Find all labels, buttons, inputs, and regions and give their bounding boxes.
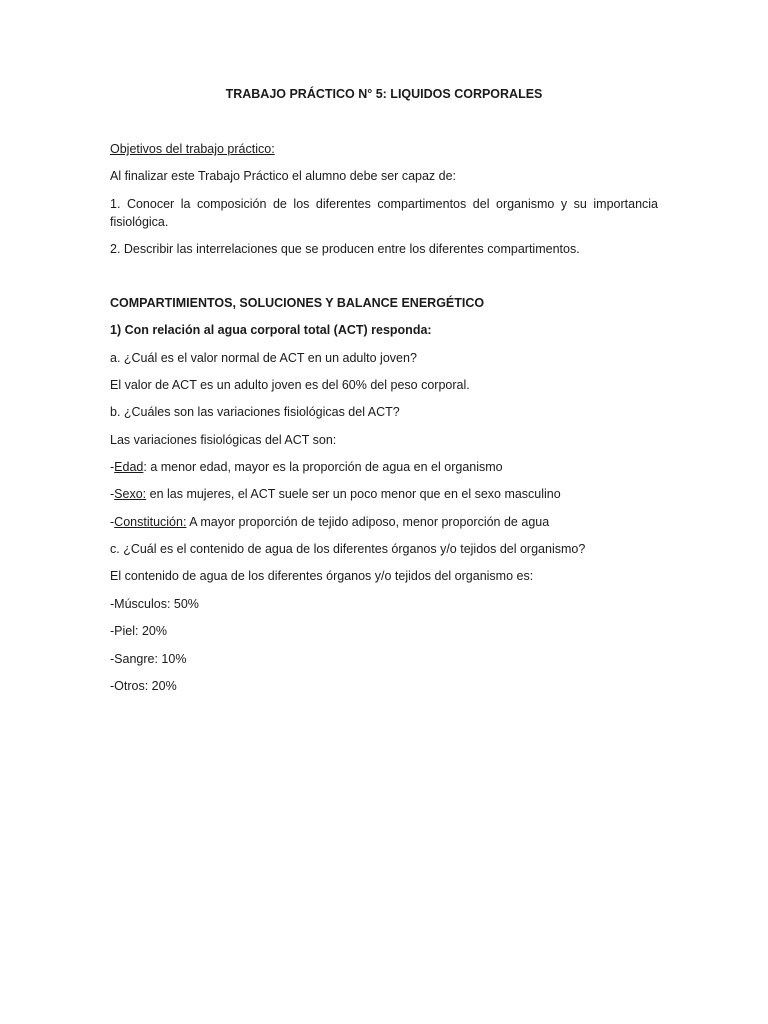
variation-item	[110, 459, 658, 476]
content-item: -Músculos: 50%	[110, 597, 199, 611]
variation-text: en las mujeres, el ACT suele ser un poco menor que en el sexo masculino	[146, 487, 561, 501]
question-c: c. ¿Cuál es el contenido de agua de los diferentes órganos y/o tejidos del organismo?	[110, 542, 586, 556]
objective-2: 2. Describir las interrelaciones que se producen entre los diferentes compartimentos.	[110, 242, 580, 256]
document-title: TRABAJO PRÁCTICO N° 5: LIQUIDOS CORPORALES	[225, 87, 543, 101]
variation-term: Edad	[114, 460, 144, 474]
variation-prefix: -	[110, 460, 115, 474]
variation-term: Sexo:	[114, 487, 147, 501]
content-item: -Piel: 20%	[110, 624, 167, 638]
variation-term: Constitución:	[114, 515, 187, 529]
variation-text: A mayor proporción de tejido adiposo, menor proporción de agua	[186, 515, 550, 529]
variation-prefix: -	[110, 515, 115, 529]
variation-item	[110, 486, 658, 503]
variation-item	[110, 514, 658, 531]
content-item: -Sangre: 10%	[110, 652, 187, 666]
section-heading: COMPARTIMIENTOS, SOLUCIONES Y BALANCE ENERGÉTICO	[110, 296, 485, 310]
variation-text: : a menor edad, mayor es la proporción de agua en el organismo	[143, 460, 503, 474]
question-b: b. ¿Cuáles son las variaciones fisiológicas del ACT?	[110, 405, 400, 419]
answer-a: El valor de ACT es un adulto joven es del 60% del peso corporal.	[110, 378, 470, 392]
objectives-heading: Objetivos del trabajo práctico:	[110, 142, 275, 156]
question-a: a. ¿Cuál es el valor normal de ACT en un adulto joven?	[110, 351, 417, 365]
intro-text: Al finalizar este Trabajo Práctico el alumno debe ser capaz de:	[110, 169, 457, 183]
answer-c-intro: El contenido de agua de los diferentes órganos y/o tejidos del organismo es:	[110, 569, 534, 583]
variation-prefix: -	[110, 487, 115, 501]
question-1: 1) Con relación al agua corporal total (ACT) responda:	[110, 323, 432, 337]
objective-1: 1. Conocer la composición de los diferentes compartimentos del organismo y su importancia fisiológica.	[110, 197, 658, 229]
answer-b-intro: Las variaciones fisiológicas del ACT son:	[110, 433, 337, 447]
content-item: -Otros: 20%	[110, 679, 177, 693]
